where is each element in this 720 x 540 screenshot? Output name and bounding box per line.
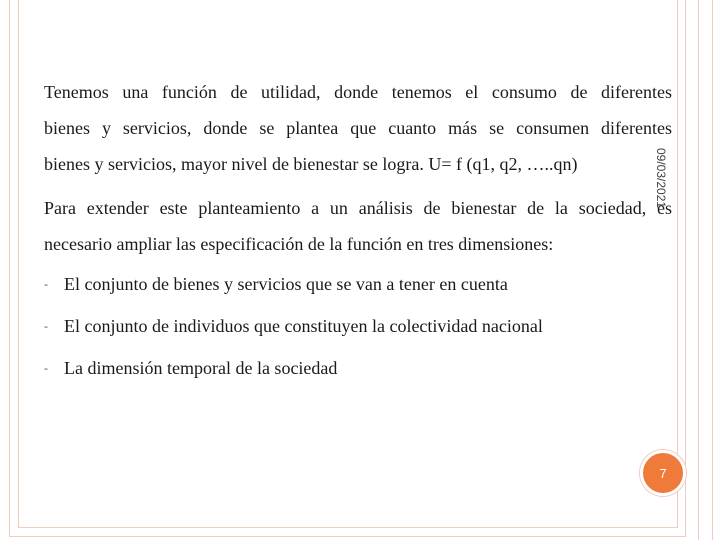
decorative-line <box>712 0 713 540</box>
paragraph-utility-function <box>44 74 672 182</box>
list-item-text: El conjunto de bienes y servicios que se van a tener en cuenta <box>64 274 508 294</box>
bullet-marker: - <box>44 361 48 375</box>
list-item-text: El conjunto de individuos que constituyen la colectividad nacional <box>64 316 543 336</box>
paragraph-social-welfare <box>44 190 672 262</box>
bullet-marker: - <box>44 319 48 333</box>
paragraph-line: Para extender este planteamiento a un análisis de bienestar de la sociedad, es <box>44 198 672 218</box>
paragraph-line: necesario ampliar las especificación de la función en tres dimensiones: <box>44 234 554 254</box>
paragraph-line: Tenemos una función de utilidad, donde tenemos el consumo de diferentes <box>44 82 672 102</box>
paragraph-line: bienes y servicios, mayor nivel de bienestar se logra. U= f (q1, q2, …..qn) <box>44 154 578 174</box>
list-item-text: La dimensión temporal de la sociedad <box>64 358 338 378</box>
page-number-badge: 7 <box>640 450 686 496</box>
decorative-line <box>698 0 699 540</box>
paragraph-line: bienes y servicios, donde se plantea que cuanto más se consumen diferentes <box>44 118 672 138</box>
slide-date: 09/03/2021 <box>654 148 668 209</box>
bullet-marker: - <box>44 277 48 291</box>
